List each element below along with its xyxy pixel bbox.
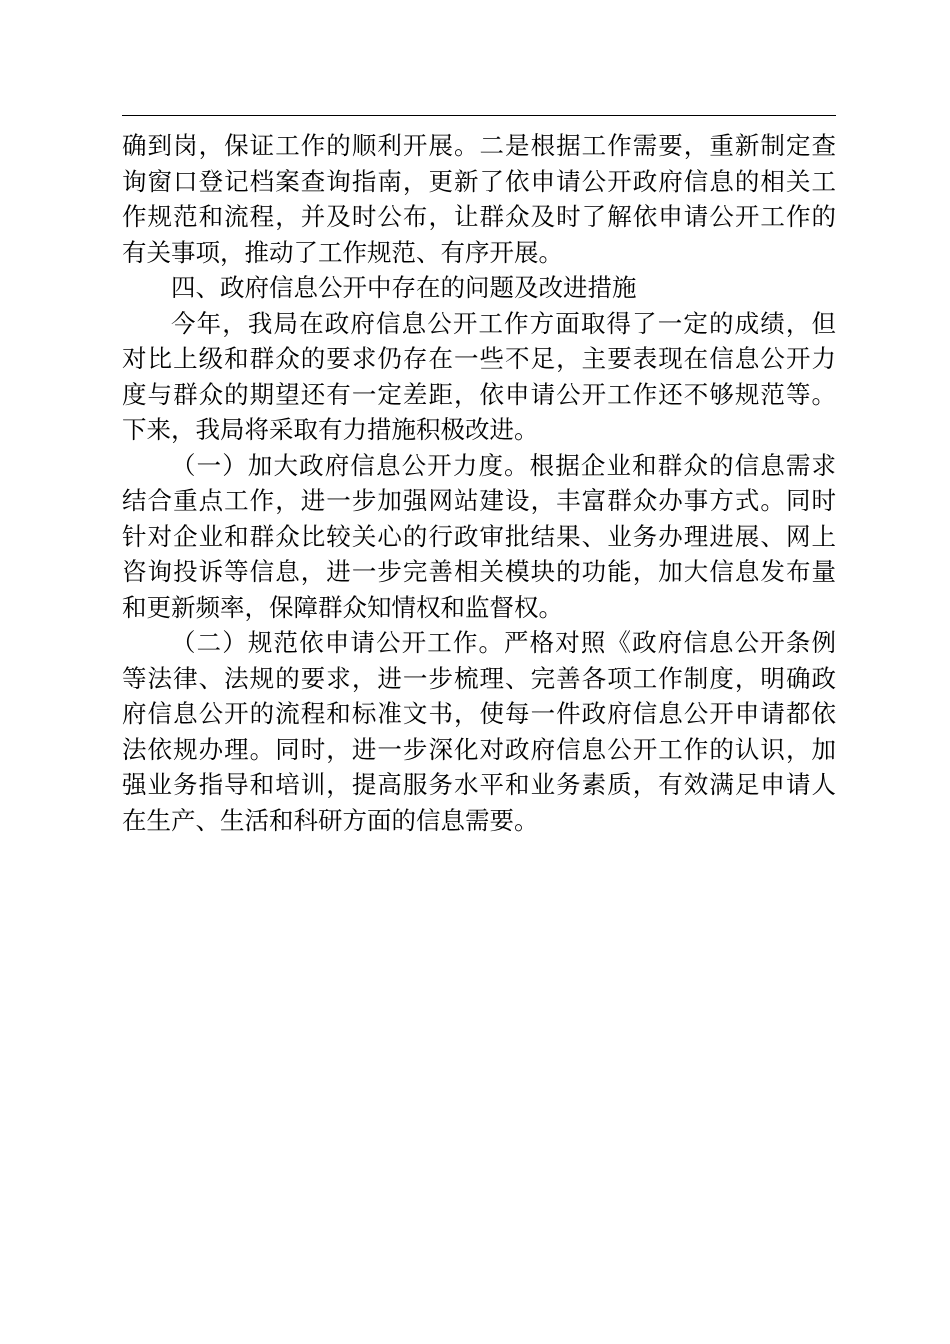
header-rule (122, 115, 836, 116)
body-line: 确到岗，保证工作的顺利开展。二是根据工作需要，重新制定查 (122, 131, 836, 160)
document-body (122, 128, 836, 838)
body-line: 和更新频率，保障群众知情权和监督权。 (122, 592, 563, 622)
body-line: 有关事项，推动了工作规范、有序开展。 (122, 237, 563, 267)
body-line: 结合重点工作，进一步加强网站建设，丰富群众办事方式。同时 (122, 486, 836, 515)
body-line: 强业务指导和培训，提高服务水平和业务素质，有效满足申请人 (122, 770, 836, 799)
body-line: 在生产、生活和科研方面的信息需要。 (122, 805, 539, 835)
body-line: 对比上级和群众的要求仍存在一些不足，主要表现在信息公开力 (122, 344, 836, 373)
body-line: 作规范和流程，并及时公布，让群众及时了解依申请公开工作的 (122, 202, 836, 231)
body-line: 法依规办理。同时，进一步深化对政府信息公开工作的认识，加 (122, 734, 836, 764)
body-line: 府信息公开的流程和标准文书，使每一件政府信息公开申请都依 (122, 699, 836, 728)
body-line: 今年，我局在政府信息公开工作方面取得了一定的成绩，但 (171, 308, 836, 338)
body-line: 度与群众的期望还有一定差距，依申请公开工作还不够规范等。 (122, 379, 836, 409)
body-line: （一）加大政府信息公开力度。根据企业和群众的信息需求 (171, 450, 836, 480)
body-line: 咨询投诉等信息，进一步完善相关模块的功能，加大信息发布量 (122, 557, 836, 586)
body-line: 询窗口登记档案查询指南，更新了依申请公开政府信息的相关工 (122, 166, 836, 196)
body-line: 下来，我局将采取有力措施积极改进。 (122, 415, 539, 444)
body-line: 四、政府信息公开中存在的问题及改进措施 (171, 273, 637, 302)
body-line: 等法律、法规的要求，进一步梳理、完善各项工作制度，明确政 (122, 663, 836, 693)
body-line: （二）规范依申请公开工作。严格对照《政府信息公开条例 (171, 628, 836, 657)
body-line: 针对企业和群众比较关心的行政审批结果、业务办理进展、网上 (122, 521, 836, 551)
